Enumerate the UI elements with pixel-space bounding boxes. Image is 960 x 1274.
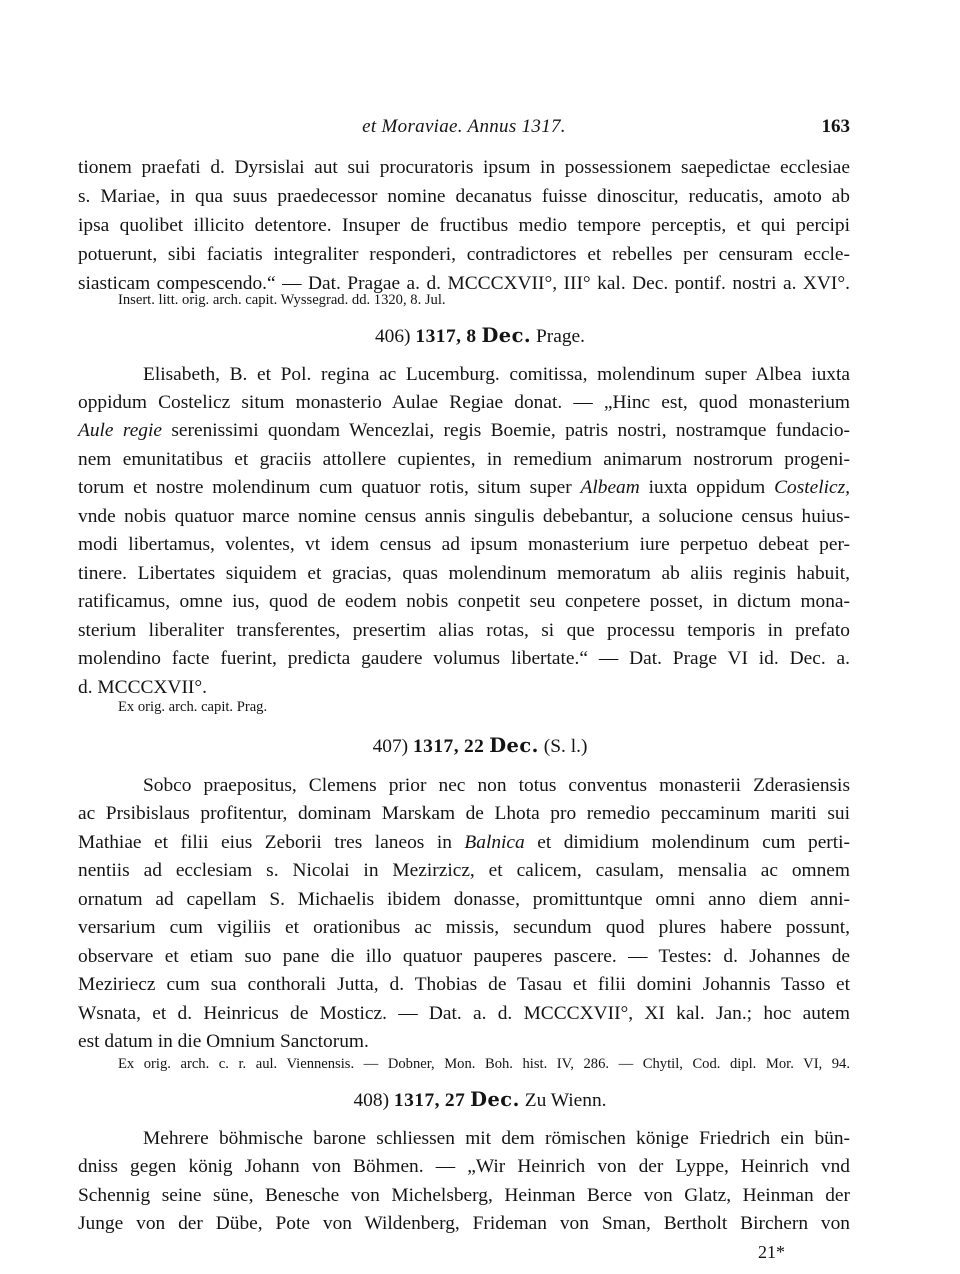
entry-place: (S. l.) bbox=[543, 736, 588, 757]
text-line bbox=[78, 417, 850, 445]
text-line: Wsnata, et d. Heinricus de Mosticz. — Dat. a. d. MCCCXVII°, XI kal. Jan.; hoc autem bbox=[78, 1003, 850, 1024]
text-line: Meziriecz cum sua conthorali Jutta, d. Thobias de Tasau et filii domini Johannis Tasso et bbox=[78, 974, 850, 995]
text-line: d. MCCCXVII°. bbox=[78, 677, 207, 698]
text-line: siasticam compescendo.“ — Dat. Pragae a. d. MCCCXVII°, III° kal. Dec. pontif. nostri a. XVI°. bbox=[78, 273, 850, 294]
entry-day: 22 bbox=[463, 736, 485, 757]
text-line: Mehrere böhmische barone schliessen mit dem römischen könige Friedrich ein bün- bbox=[143, 1128, 850, 1149]
text-line: ipsa quolibet illicito detentore. Insuper de fructibus medio tempore perceptis, et qui percipi bbox=[78, 215, 850, 236]
text-line: observare et etiam suo pane die illo quatuor pauperes pascere. — Testes: d. Johannes de bbox=[78, 946, 850, 967]
text-line: potuerunt, sibi faciatis integraliter responderi, contradictores et rebelles per censuram eccle- bbox=[78, 244, 850, 265]
text-line: nem emunitatibus et graciis attollere cupientes, in remedium animarum nostrorum progeni- bbox=[78, 449, 850, 470]
entry-number: 406) bbox=[374, 326, 411, 347]
text-span: Mathiae et filii eius Zeborii tres laneos in bbox=[78, 832, 465, 853]
text-span: et dimidium molendinum cum perti- bbox=[524, 832, 850, 853]
entry-number: 407) bbox=[372, 736, 409, 757]
entry-date: 1317, bbox=[415, 326, 462, 347]
text-line: ac Prsibislaus profitentur, dominam Marskam de Lhota pro remedio peccaminum mariti sui bbox=[78, 803, 850, 824]
text-line: Sobco praepositus, Clemens prior nec non totus conventus monasterii Zderasiensis bbox=[143, 775, 850, 796]
text-line: molendino facte fuerint, predicta gaudere volumus libertate.“ — Dat. Prage VI id. Dec. a. bbox=[78, 648, 850, 669]
italic-text: Albeam bbox=[580, 477, 640, 498]
text-line: nentiis ad ecclesiam s. Nicolai in Mezirzicz, et calicem, casulam, mensalia ac omnem bbox=[78, 860, 850, 881]
signature-mark: 21* bbox=[758, 1242, 785, 1262]
source-note: Insert. litt. orig. arch. capit. Wyssegrad. dd. 1320, 8. Jul. bbox=[118, 292, 446, 308]
text-line bbox=[78, 829, 850, 857]
text-line: tinere. Libertates siquidem et gracias, quas molendinum memoratum ab aliis reginis habuit, bbox=[78, 563, 850, 584]
source-note: Ex orig. arch. capit. Prag. bbox=[118, 699, 268, 715]
text-line: sterium liberaliter transferentes, presertim alias rotas, si que processu temporis in prefato bbox=[78, 620, 850, 641]
italic-text: Balnica bbox=[464, 832, 525, 853]
text-line: vnde nobis quatuor marce nomine census annis singulis debebantur, a solucione census huius- bbox=[78, 506, 850, 527]
italic-text: Costelicz, bbox=[774, 477, 851, 498]
text-line: oppidum Costelicz situm monasterio Aulae Regiae donat. — „Hinc est, quod monasterium bbox=[78, 392, 850, 413]
entry-month: Dec. bbox=[470, 1088, 520, 1111]
entry-place: Prage. bbox=[536, 326, 586, 347]
source-note: Ex orig. arch. c. r. aul. Viennensis. — Dobner, Mon. Boh. hist. IV, 286. — Chytil, Cod. dipl. Mor. VI, 94. bbox=[118, 1056, 850, 1072]
text-line: ornatum ad capellam S. Michaelis ibidem donasse, promittuntque omni anno diem anni- bbox=[78, 889, 850, 910]
entry-heading-408 bbox=[0, 1086, 960, 1115]
text-line: Schennig seine süne, Benesche von Michelsberg, Heinman Berce von Glatz, Heinman der bbox=[78, 1185, 850, 1206]
running-title: et Moraviae. Annus 1317. bbox=[362, 116, 566, 137]
italic-text: Aule regie bbox=[78, 420, 163, 441]
text-line: modi libertamus, volentes, vt idem census ad ipsum monasterium iure perpetuo debeat per- bbox=[78, 534, 850, 555]
entry-heading-406 bbox=[0, 322, 960, 351]
text-line: dniss gegen könig Johann von Böhmen. — „Wir Heinrich von der Lyppe, Heinrich vnd bbox=[78, 1156, 850, 1177]
entry-day: 27 bbox=[444, 1090, 466, 1111]
text-span: torum et nostre molendinum cum quatuor rotis, situm super bbox=[78, 477, 581, 498]
entry-heading-407 bbox=[0, 732, 960, 761]
entry-day: 8 bbox=[466, 326, 477, 347]
entry-month: Dec. bbox=[481, 324, 532, 347]
text-line: Elisabeth, B. et Pol. regina ac Lucemburg. comitissa, molendinum super Albea iuxta bbox=[143, 364, 850, 385]
text-span: iuxta oppidum bbox=[639, 477, 775, 498]
text-line: est datum in die Omnium Sanctorum. bbox=[78, 1031, 369, 1052]
page-number: 163 bbox=[821, 116, 850, 137]
text-line bbox=[78, 474, 850, 502]
text-line: s. Mariae, in qua suus praedecessor nomine decanatus fuisse dinoscitur, reducatis, amoto ab bbox=[78, 186, 850, 207]
text-line: tionem praefati d. Dyrsislai aut sui procuratoris ipsum in possessionem saepedictae ecclesiae bbox=[78, 157, 850, 178]
entry-date: 1317, bbox=[393, 1090, 441, 1111]
entry-date: 1317, bbox=[412, 736, 460, 757]
text-line: Junge von der Dübe, Pote von Wildenberg, Frideman von Sman, Bertholt Birchern von bbox=[78, 1213, 850, 1234]
text-line: ratificamus, omne ius, quod de eodem nobis conpetit seu conpetere posset, in dictum mona- bbox=[78, 591, 850, 612]
entry-place: Zu Wienn. bbox=[524, 1090, 607, 1111]
running-head bbox=[78, 116, 850, 146]
text-line: versarium cum vigiliis et orationibus ac missis, secundum quod plures habere possunt, bbox=[78, 917, 850, 938]
text-span: serenissimi quondam Wencezlai, regis Boemie, patris nostri, nostramque fundacio- bbox=[162, 420, 850, 441]
entry-number: 408) bbox=[353, 1090, 390, 1111]
entry-month: Dec. bbox=[489, 734, 539, 757]
